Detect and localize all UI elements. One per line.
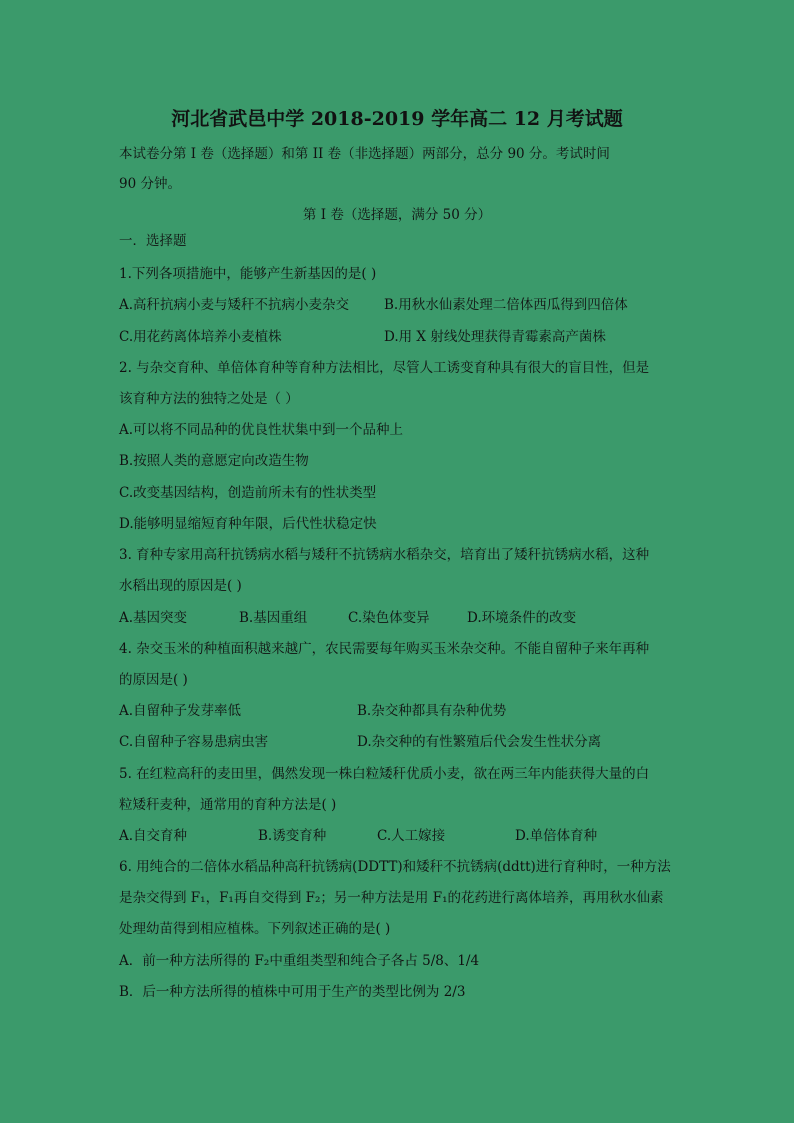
- q2-stem-line-2: 该育种方法的独特之处是（ ）: [119, 391, 299, 407]
- q2-option-c: C.改变基因结构，创造前所未有的性状类型: [119, 485, 377, 501]
- q3-option-c: C.染色体变异: [348, 610, 430, 626]
- q3-option-b: B.基因重组: [239, 610, 308, 626]
- q1-option-b: B.用秋水仙素处理二倍体西瓜得到四倍体: [384, 297, 628, 313]
- q6-option-a: A．前一种方法所得的 F₂中重组类型和纯合子各占 5/8、1/4: [119, 953, 480, 969]
- q5-option-a: A.自交育种: [119, 828, 188, 844]
- q4-option-a: A.自留种子发芽率低: [119, 703, 242, 719]
- q2-stem-line-1: 2. 与杂交育种、单倍体育种等育种方法相比，尽管人工诱变育种具有很大的盲目性，但是: [119, 360, 650, 376]
- q6-stem-line-3: 处理幼苗得到相应植株。下列叙述正确的是( ): [119, 921, 391, 937]
- q1-stem: 1.下列各项措施中，能够产生新基因的是( ): [119, 266, 377, 282]
- exam-title: 河北省武邑中学 2018-2019 学年高二 12 月考试题: [171, 108, 623, 130]
- q3-option-d: D.环境条件的改变: [467, 610, 577, 626]
- q5-stem-line-2: 粒矮秆麦种，通常用的育种方法是( ): [119, 797, 337, 813]
- q4-option-c: C.自留种子容易患病虫害: [119, 734, 269, 750]
- part-heading: 第 I 卷（选择题，满分 50 分）: [302, 207, 492, 223]
- q4-option-b: B.杂交种都具有杂种优势: [357, 703, 507, 719]
- q4-option-d: D.杂交种的有性繁殖后代会发生性状分离: [357, 734, 602, 750]
- q4-stem-line-2: 的原因是( ): [119, 672, 188, 688]
- intro-line-2: 90 分钟。: [119, 176, 181, 192]
- q2-option-b: B.按照人类的意愿定向改造生物: [119, 453, 309, 469]
- q4-stem-line-1: 4. 杂交玉米的种植面积越来越广，农民需要每年购买玉米杂交种。不能自留种子来年再种: [119, 641, 650, 657]
- q5-option-c: C.人工嫁接: [377, 828, 446, 844]
- q2-option-d: D.能够明显缩短育种年限，后代性状稳定快: [119, 516, 377, 532]
- q5-option-d: D.单倍体育种: [515, 828, 598, 844]
- q6-stem-line-2: 是杂交得到 F₁，F₁再自交得到 F₂；另一种方法是用 F₁的花药进行离体培养，再用秋水仙素: [119, 890, 664, 906]
- section-heading: 一．选择题: [119, 233, 187, 249]
- q6-stem-line-1: 6. 用纯合的二倍体水稻品种高秆抗锈病(DDTT)和矮秆不抗锈病(ddtt)进行育种时，一种方法: [119, 859, 671, 875]
- q5-option-b: B.诱变育种: [258, 828, 327, 844]
- q3-stem-line-1: 3. 育种专家用高秆抗锈病水稻与矮秆不抗锈病水稻杂交，培育出了矮秆抗锈病水稻，这种: [119, 547, 650, 563]
- q6-option-b: B．后一种方法所得的植株中可用于生产的类型比例为 2/3: [119, 984, 466, 1000]
- q1-option-c: C.用花药离体培养小麦植株: [119, 329, 282, 345]
- q3-option-a: A.基因突变: [119, 610, 188, 626]
- q2-option-a: A.可以将不同品种的优良性状集中到一个品种上: [119, 422, 404, 438]
- q5-stem-line-1: 5. 在红粒高秆的麦田里，偶然发现一株白粒矮秆优质小麦，欲在两三年内能获得大量的白: [119, 766, 650, 782]
- q1-option-d: D.用 X 射线处理获得青霉素高产菌株: [384, 329, 606, 345]
- q3-stem-line-2: 水稻出现的原因是( ): [119, 578, 242, 594]
- q1-option-a: A.高秆抗病小麦与矮秆不抗病小麦杂交: [119, 297, 350, 313]
- intro-line-1: 本试卷分第 I 卷（选择题）和第 II 卷（非选择题）两部分，总分 90 分。考试时间: [119, 146, 610, 162]
